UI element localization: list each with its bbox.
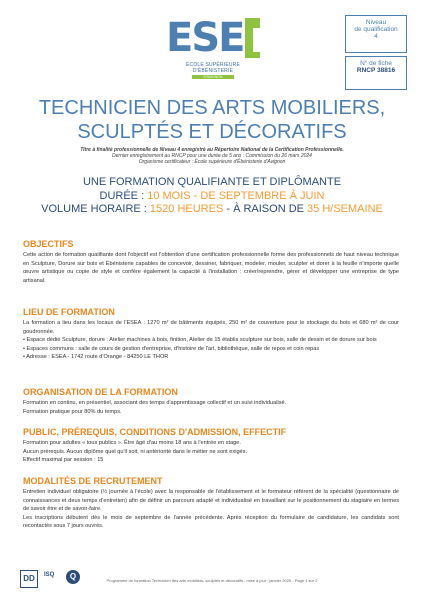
datadock-badge-icon: DD <box>20 570 38 588</box>
esea-logo <box>166 15 260 88</box>
section-title-organisation: ORGANISATION DE LA FORMATION <box>23 387 178 397</box>
public-line: Effectif maximal par session : 15 <box>23 457 104 464</box>
subtitle-certifier: Organisme certificateur : École supérieure d'Ébénisterie d'Avignon <box>138 159 286 165</box>
headline-formation: UNE FORMATION QUALIFIANTE ET DIPLÔMANTE <box>82 176 342 188</box>
section-body-lieu <box>23 319 399 362</box>
rncp-box <box>345 56 407 90</box>
title-line1: TECHNICIEN DES ARTS MOBILIERS, <box>38 97 386 119</box>
section-title-public: PUBLIC, PRÉREQUIS, CONDITIONS D'ADMISSION, EFFECTIF <box>23 427 287 437</box>
logo-letters: ESE <box>166 15 244 61</box>
lieu-bullet: • Espace dédié Sculpture, dorure : Atelier machines à bois, finition, Atelier de 15 établis sculpture sur bois, salle de dessin et de dorure sur bois <box>23 337 377 344</box>
lieu-bullet: • Espaces communs : salle de cours de gestion d'entreprise, d'histoire de l'art, bibliothèque, salle de repos et coin repas <box>23 345 320 352</box>
level-line2: de qualification <box>354 26 398 33</box>
section-body-objectifs: Cette action de formation qualifiante dont l'objectif est l'obtention d'une certification professionnelle forme des professionnels de haut niveau technique en Sculpture, Dorure sur bois et Ébénisterie capables de concevoir, dessiner, fabriquer, modeler, mouler, sculpter et dorer à la feuille n'importe quelle œuvre artistique ou copie de style et confère également la capacité à l'installation : créer/reprendre, gérer et développer une entreprise de type artisanal. <box>23 252 399 284</box>
level-value: 4 <box>374 33 378 40</box>
modalites-para: Entretien individuel obligatoire (½ journée à l'école) avec la responsable de l'établissement et le formateur référent de la spécialité (questionnaire de connaissances et deux temps d'entretien) afin de définir un parcours adapté et individualisé en travaillant sur le positionnement du stagiaire en termes de savoir être et de savoir-faire. <box>23 489 399 513</box>
subtitle-certification: Titre à finalité professionnelle de Niveau 4 enregistré au Répertoire National de la Certification Professionnelle. <box>80 147 344 153</box>
qualiopi-badge-icon: Q <box>66 570 80 584</box>
logo-city-band: D'AVIGNON <box>192 75 234 79</box>
section-title-objectifs: OBJECTIFS <box>23 239 74 249</box>
isq-badge-icon: ISQ <box>44 572 55 578</box>
section-body-public <box>23 439 399 465</box>
section-title-modalites: MODALITÉS DE RECRUTEMENT <box>23 476 163 486</box>
organisation-line: Formation en continu, en présentiel, associant des temps d'apprentissage collectif et un suivi individualisé. <box>23 400 287 406</box>
rncp-value: RNCP 38816 <box>356 67 396 74</box>
public-line: Formation pour adultes « tous publics ». Être âgé d'au moins 18 ans à l'entrée en stage. <box>23 440 241 446</box>
organisation-line: Formation pratique pour 80% du temps. <box>23 408 122 415</box>
level-line1: Niveau <box>365 19 387 26</box>
subtitle-registration: Dernier enregistrement au RNCP pour une durée de 5 ans : Commission du 26 mars 2024 <box>112 153 312 159</box>
section-body-modalites <box>23 488 399 531</box>
logo-a-block <box>245 18 260 58</box>
modalites-para: Les inscriptions débutent dès le mois de septembre de l'année précédente. Après réception du formulaire de candidature, les candidats sont recontactés sous 7 jours ouvrés. <box>23 514 399 530</box>
public-line: Aucun prérequis. Aucun diplôme quel qu'il soit, ni antériorité dans le métier ne sont exigés. <box>23 448 248 455</box>
logo-mark <box>166 15 260 61</box>
title-line2: SCULPTÉS ET DÉCORATIFS <box>77 121 347 143</box>
section-title-lieu: LIEU DE FORMATION <box>23 307 115 317</box>
qualification-level-box <box>345 15 407 53</box>
page-title <box>0 96 424 144</box>
footer-text: Programme de formation Technicien des arts mobiliers, sculptés et décoratifs - mise à jour : janvier 2025 - Page 1 sur 2 <box>106 578 318 583</box>
lieu-bullet: • Adresse : ESEA - 1742 route d'Orange - 84250 LE THOR <box>23 354 169 361</box>
headline-volume: VOLUME HORAIRE : 1520 HEURES - À RAISON DE 35 H/SEMAINE <box>41 203 383 215</box>
headline-duree: DURÉE : 10 MOIS - DE SEPTEMBRE À JUIN <box>99 190 325 202</box>
rncp-label: N° de fiche <box>360 60 392 67</box>
lieu-intro: La formation a lieu dans les locaux de l'ESEA : 1270 m² de bâtiments équipés, 250 m² de couverture pour le stockage du bois et 680 m² de cour goudronnée. <box>23 320 399 335</box>
logo-subtitle: ÉCOLE SUPÉRIEURE D'ÉBÉNISTERIE <box>185 62 241 74</box>
section-body-organisation <box>23 399 399 416</box>
